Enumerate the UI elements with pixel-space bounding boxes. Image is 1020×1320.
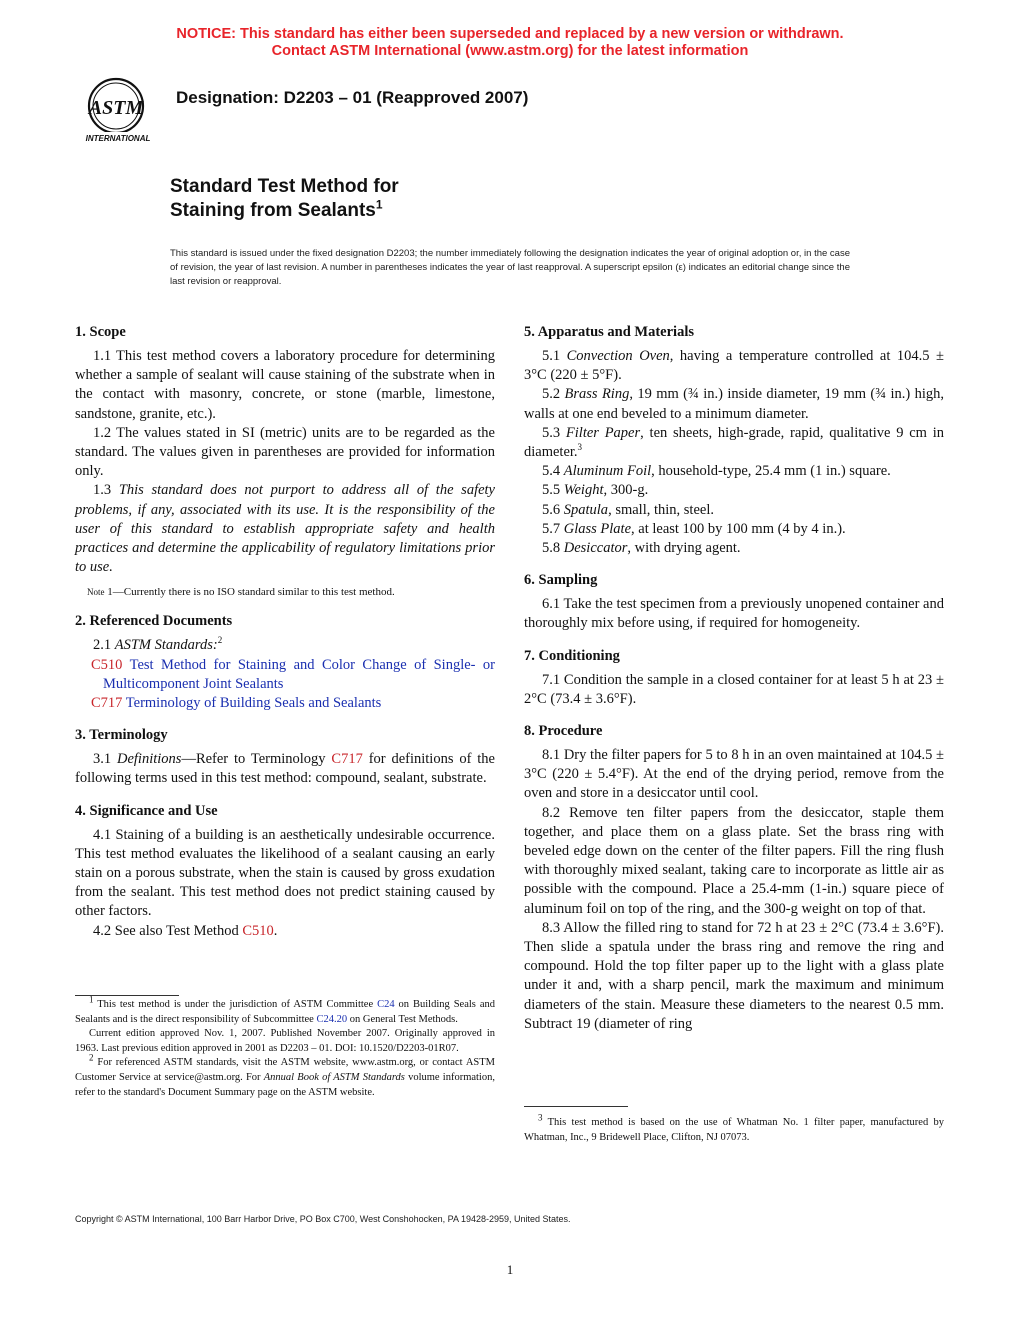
section-significance [75, 802, 495, 941]
paragraph: 8.1 Dry the filter papers for 5 to 8 h in an oven maintained at 104.5 ± 3°C (220 ± 5.4°F). At the end of the drying period, remove from the oven and store in a desiccator until cool. [524, 747, 944, 802]
designation: Designation: D2203 – 01 (Reapproved 2007) [176, 88, 529, 107]
footnotes-left [75, 994, 495, 1100]
section-scope [75, 323, 495, 599]
section-heading: 5. Apparatus and Materials [524, 324, 694, 340]
notice-banner [0, 26, 1020, 60]
paragraph: 1.1 This test method covers a laboratory procedure for determining whether a sample of sealant will cause staining of the substrate when in the contact with masonry, concrete, or stone (marble, limestone, sandstone, granite, etc.). [75, 348, 495, 422]
reference-c717[interactable]: C717 Terminology of Building Seals and Sealants [91, 695, 382, 712]
link-c24[interactable]: C24 [377, 999, 395, 1010]
apparatus-item: 5.7 Glass Plate, at least 100 by 100 mm (4 by 4 in.). [542, 520, 846, 537]
paragraph: 8.2 Remove ten filter papers from the desiccator, staple them together, and place them on a glass plate. Set the brass ring with beveled edge down on the center of the filter papers. Fill the ring flush with thoroughly mixed sealant, taking care to incorporate as little air as possible with the compound. Place a 25.4-mm (1-in.) square piece of aluminum foil on top of the ring, and the 300-g weight on top of that. [524, 804, 944, 917]
section-heading: 2. Referenced Documents [75, 613, 233, 630]
section-terminology [75, 726, 495, 788]
notice-line-2: Contact ASTM International (www.astm.org) for the latest information [271, 43, 749, 59]
title-line-2: Staining from Sealants [170, 200, 376, 221]
paragraph: 4.2 See also Test Method C510. [93, 922, 278, 939]
section-conditioning [524, 647, 944, 709]
section-apparatus [524, 323, 944, 558]
footnote-rule [524, 1106, 628, 1107]
notice-line-1: NOTICE: This standard has either been superseded and replaced by a new version or withdrawn. [176, 26, 844, 42]
link-c510[interactable]: C510 [242, 922, 274, 939]
paragraph: 1.2 The values stated in SI (metric) units are to be regarded as the standard. The values given in parentheses are provided for information only. [75, 424, 495, 480]
section-referenced-documents [75, 612, 495, 713]
logo-text: ASTM [88, 97, 144, 119]
note: Note 1—Currently there is no ISO standard similar to this test method. [87, 586, 395, 599]
reference-c510[interactable]: C510 Test Method for Staining and Color Change of Single- or Multicomponent Joint Sealants [91, 656, 495, 692]
copyright: Copyright © ASTM International, 100 Barr Harbor Drive, PO Box C700, West Conshohocken, PA 19428-2959, United States. [75, 1214, 571, 1224]
paragraph: 8.3 Allow the filled ring to stand for 72 h at 23 ± 2°C (73.4 ± 3.6°F). Then slide a spatula under the brass ring and remove the ring and compound. Hold the top filter paper up to the light with a glass plate under it and, with a sharp pencil, mark the maximum and minimum diameters of the stain. Measure these diameters to the nearest 0.5 mm. Subtract 19 (diameter of ring [524, 919, 944, 1032]
section-heading: 3. Terminology [75, 727, 168, 744]
apparatus-item: 5.5 Weight, 300-g. [542, 482, 649, 499]
page-number: 1 [506, 1262, 514, 1277]
title-line-1: Standard Test Method for [170, 176, 399, 197]
apparatus-item: 5.2 Brass Ring, 19 mm (¾ in.) inside diameter, 19 mm (¾ in.) high, walls at one end beveled to a minimum diameter. [524, 386, 945, 422]
footnote-2: $^2$ For referenced ASTM standards, visit the ASTM website, www.astm.org, or contact ASTM Customer Service at service@astm.org. For Annual Book of ASTM Standards volume information, refer to the standard's Document Summary page on the ASTM website. [75, 1052, 495, 1098]
footnote-3: $^3$ This test method is based on the use of Whatman No. 1 filter paper, manufactured by Whatman, Inc., 9 Bridewell Place, Clifton, NJ 07073. [524, 1112, 944, 1143]
paragraph: 3.1 Definitions—Refer to Terminology C717 for definitions of the following terms used in this test method: compound, sealant, substrate. [75, 751, 495, 787]
apparatus-item: 5.1 Convection Oven, having a temperature controlled at 104.5 ± 3°C (220 ± 5°F). [524, 348, 944, 384]
section-sampling [524, 571, 944, 633]
left-column [75, 323, 495, 954]
right-column [524, 323, 944, 1047]
paragraph: 2.1 ASTM Standards:$^2$ [93, 635, 223, 654]
footnote-1: $^1$ This test method is under the jurisdiction of ASTM Committee C24 on Building Seals and Sealants and is the direct responsibility of Subcommittee C24.20 on General Test Methods. [75, 994, 495, 1025]
section-procedure [524, 722, 944, 1034]
section-heading: 7. Conditioning [524, 647, 620, 664]
astm-logo [74, 72, 164, 148]
title-footnote-mark: 1 [375, 197, 383, 212]
issued-statement: This standard is issued under the fixed designation D2203; the number immediately following the designation indicates the year of original adoption or, in the case of revision, the year of last revision. A number in parentheses indicates the year of last reapproval. A superscript epsilon (ε) indicates an editorial change since the last revision or reapproval. [170, 248, 850, 287]
section-heading: 6. Sampling [524, 572, 598, 589]
apparatus-item: 5.4 Aluminum Foil, household-type, 25.4 mm (1 in.) square. [542, 463, 891, 480]
section-heading: 8. Procedure [524, 723, 603, 740]
document-title [170, 175, 399, 223]
paragraph: 6.1 Take the test specimen from a previously unopened container and thoroughly mix before using, if required for homogeneity. [524, 596, 944, 632]
apparatus-item: 5.8 Desiccator, with drying agent. [542, 540, 741, 557]
footnote-1-edition: Current edition approved Nov. 1, 2007. Published November 2007. Originally approved in 1963. Last previous edition approved in 2001 as D2203 – 01. DOI: 10.1520/D2203-01R07. [75, 1028, 495, 1054]
paragraph: 1.3 This standard does not purport to address all of the safety problems, if any, associated with its use. It is the responsibility of the user of this standard to establish appropriate safety and health practices and determine the applicability of regulatory limitations prior to use. [75, 482, 495, 576]
paragraph: 4.1 Staining of a building is an aesthetically undesirable occurrence. This test method evaluates the likelihood of a sealant causing an early stain on a porous substrate, when the stain is caused by gross exudation from the sealant. This test method does not predict staining caused by other factors. [75, 826, 495, 920]
link-c24-20[interactable]: C24.20 [316, 1013, 348, 1025]
apparatus-item: 5.3 Filter Paper, ten sheets, high-grade, rapid, qualitative 9 cm in diameter.$^3$ [524, 424, 944, 461]
apparatus-item: 5.6 Spatula, small, thin, steel. [542, 501, 714, 518]
section-heading: 1. Scope [75, 324, 126, 340]
footnotes-right [524, 1112, 944, 1145]
link-c717[interactable]: C717 [331, 751, 363, 768]
logo-subtext: INTERNATIONAL [85, 134, 151, 143]
section-heading: 4. Significance and Use [75, 802, 218, 819]
apparatus-list [524, 347, 944, 558]
paragraph: 7.1 Condition the sample in a closed container for at least 5 h at 23 ± 2°C (73.4 ± 3.6°F). [524, 671, 944, 707]
